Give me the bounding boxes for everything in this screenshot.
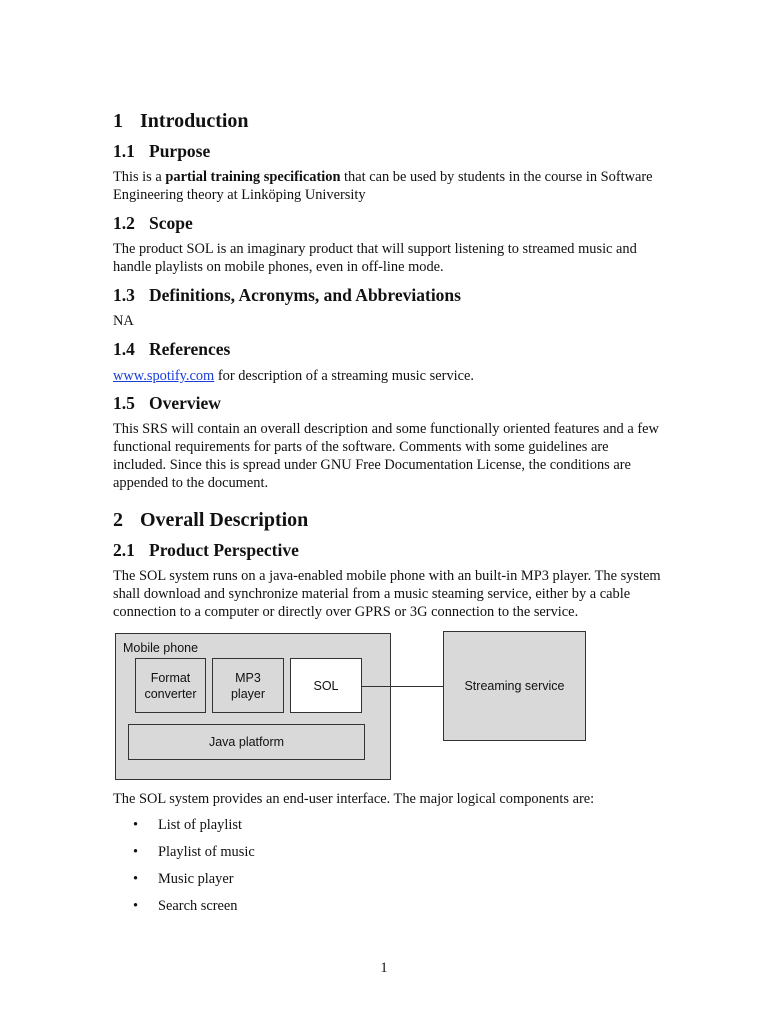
heading-purpose: 1.1 Purpose (113, 141, 211, 161)
heading-overall-description: 2 Overall Description (113, 509, 309, 531)
heading-references: 1.4 References (113, 339, 231, 359)
heading-definitions: 1.3 Definitions, Acronyms, and Abbreviations (113, 285, 461, 305)
scope-text: The product SOL is an imaginary product that will support listening to streamed music and handle playlists on mobile phones, even in off-line mode. (113, 241, 637, 275)
overview-text: This SRS will contain an overall description and some functionally oriented features and a few functional requirements for parts of the software. Comments with some guidelines are included. Since this is spread under GNU Free Documentation License, the conditions are appended to the document. (113, 421, 659, 491)
connection-line (362, 686, 443, 687)
page-number: 1 (380, 960, 388, 976)
components-intro-text: The SOL system provides an end-user interface. The major logical components are: (113, 791, 595, 807)
list-item: • Search screen (133, 898, 238, 914)
sol-box: SOL (290, 658, 362, 713)
product-perspective-text: The SOL system runs on a java-enabled mobile phone with an built-in MP3 player. The system shall download and synchronize material from a music steaming service, either by a cable connection to a computer or directly over GPRS or 3G connection to the service. (113, 568, 661, 620)
mp3-player-box: MP3 player (212, 658, 284, 713)
format-converter-box: Format converter (135, 658, 206, 713)
spotify-link[interactable]: www.spotify.com (113, 368, 215, 384)
heading-overview: 1.5 Overview (113, 393, 221, 413)
list-item: • List of playlist (133, 817, 242, 833)
heading-introduction: 1 Introduction (113, 110, 249, 132)
purpose-text: This is a partial training specification that can be used by students in the course in Software Engineering theory at Linköping University (113, 169, 653, 203)
heading-product-perspective: 2.1 Product Perspective (113, 540, 299, 560)
java-platform-box: Java platform (128, 724, 365, 760)
definitions-text: NA (113, 313, 134, 329)
streaming-service-box: Streaming service (443, 631, 586, 741)
list-item: • Playlist of music (133, 844, 255, 860)
components-list (133, 816, 255, 924)
references-text: www.spotify.com for description of a streaming music service. (113, 368, 475, 384)
mobile-phone-label: Mobile phone (123, 641, 199, 655)
list-item: • Music player (133, 871, 234, 887)
heading-scope: 1.2 Scope (113, 213, 193, 233)
